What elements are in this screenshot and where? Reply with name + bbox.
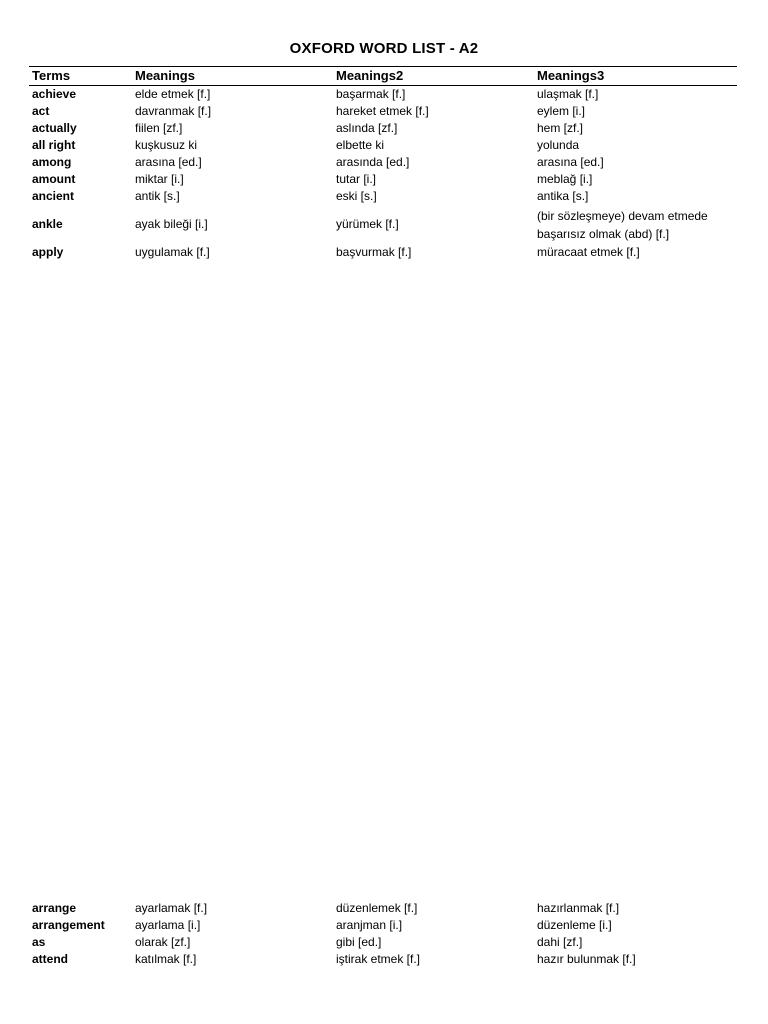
meaning-cell: kuşkusuz ki — [135, 138, 198, 152]
meaning-cell: elde etmek [f.] — [135, 87, 211, 101]
meaning-cell: ayak bileği [i.] — [135, 217, 208, 231]
meaning-cell: davranmak [f.] — [135, 104, 212, 118]
meaning3-cell: arasına [ed.] — [537, 155, 604, 169]
meaning3-cell: hazırlanmak [f.] — [537, 901, 620, 915]
meaning3-cell: eylem [i.] — [537, 104, 586, 118]
header-meanings: Meanings — [135, 68, 195, 83]
meaning-cell: katılmak [f.] — [135, 952, 197, 966]
meaning3-cell: meblağ [i.] — [537, 172, 593, 186]
table-row — [29, 244, 737, 261]
meaning2-cell: elbette ki — [336, 138, 385, 152]
table-row — [29, 205, 737, 244]
table-row — [29, 951, 737, 968]
meaning2-cell: gibi [ed.] — [336, 935, 382, 949]
meaning3-cell: düzenleme [i.] — [537, 918, 612, 932]
term-cell: achieve — [32, 87, 77, 101]
term-cell: among — [32, 155, 72, 169]
meaning3-cell: ulaşmak [f.] — [537, 87, 599, 101]
meaning2-cell: aranjman [i.] — [336, 918, 403, 932]
table-row — [29, 188, 737, 205]
header-meanings3: Meanings3 — [537, 68, 605, 83]
term-cell: arrangement — [32, 918, 105, 932]
table-row — [29, 120, 737, 137]
meaning3-line-1: (bir sözleşmeye) devam etmede — [537, 209, 708, 223]
meaning2-cell: başvurmak [f.] — [336, 245, 412, 259]
meaning2-cell: başarmak [f.] — [336, 87, 406, 101]
meaning3-cell — [537, 207, 708, 243]
meaning2-cell: arasında [ed.] — [336, 155, 410, 169]
table-header — [29, 66, 737, 86]
term-cell: attend — [32, 952, 68, 966]
meaning-cell: ayarlamak [f.] — [135, 901, 208, 915]
term-cell: apply — [32, 245, 64, 259]
meaning2-cell: aslında [zf.] — [336, 121, 398, 135]
table-row — [29, 934, 737, 951]
term-cell: actually — [32, 121, 77, 135]
meaning-cell: fiilen [zf.] — [135, 121, 183, 135]
header-terms: Terms — [32, 68, 71, 83]
meaning3-cell: hazır bulunmak [f.] — [537, 952, 636, 966]
meaning3-cell: antika [s.] — [537, 189, 589, 203]
meaning2-cell: düzenlemek [f.] — [336, 901, 418, 915]
page-title: OXFORD WORD LIST - A2 — [289, 40, 479, 57]
table-row — [29, 86, 737, 103]
table-row — [29, 917, 737, 934]
meaning2-cell: hareket etmek [f.] — [336, 104, 429, 118]
term-cell: act — [32, 104, 50, 118]
meaning-cell: uygulamak [f.] — [135, 245, 210, 259]
table-row — [29, 900, 737, 917]
meaning-cell: arasına [ed.] — [135, 155, 202, 169]
table-row — [29, 154, 737, 171]
meaning-cell: olarak [zf.] — [135, 935, 191, 949]
term-cell: all right — [32, 138, 76, 152]
table-row — [29, 171, 737, 188]
term-cell: amount — [32, 172, 76, 186]
term-cell: arrange — [32, 901, 77, 915]
meaning3-cell: hem [zf.] — [537, 121, 584, 135]
table-body-bottom — [29, 900, 737, 968]
header-meanings2: Meanings2 — [336, 68, 404, 83]
meaning2-cell: iştirak etmek [f.] — [336, 952, 421, 966]
meaning3-line-2: başarısız olmak (abd) [f.] — [537, 227, 670, 241]
table-row — [29, 137, 737, 154]
term-cell: ankle — [32, 217, 63, 231]
meaning-cell: miktar [i.] — [135, 172, 184, 186]
meaning2-cell: yürümek [f.] — [336, 217, 399, 231]
meaning3-cell: müracaat etmek [f.] — [537, 245, 640, 259]
term-cell: ancient — [32, 189, 75, 203]
meaning2-cell: tutar [i.] — [336, 172, 377, 186]
table-row — [29, 103, 737, 120]
meaning2-cell: eski [s.] — [336, 189, 377, 203]
meaning-cell: antik [s.] — [135, 189, 180, 203]
meaning3-cell: yolunda — [537, 138, 580, 152]
meaning3-cell: dahi [zf.] — [537, 935, 583, 949]
meaning-cell: ayarlama [i.] — [135, 918, 201, 932]
table-body-top — [29, 86, 737, 261]
term-cell: as — [32, 935, 46, 949]
